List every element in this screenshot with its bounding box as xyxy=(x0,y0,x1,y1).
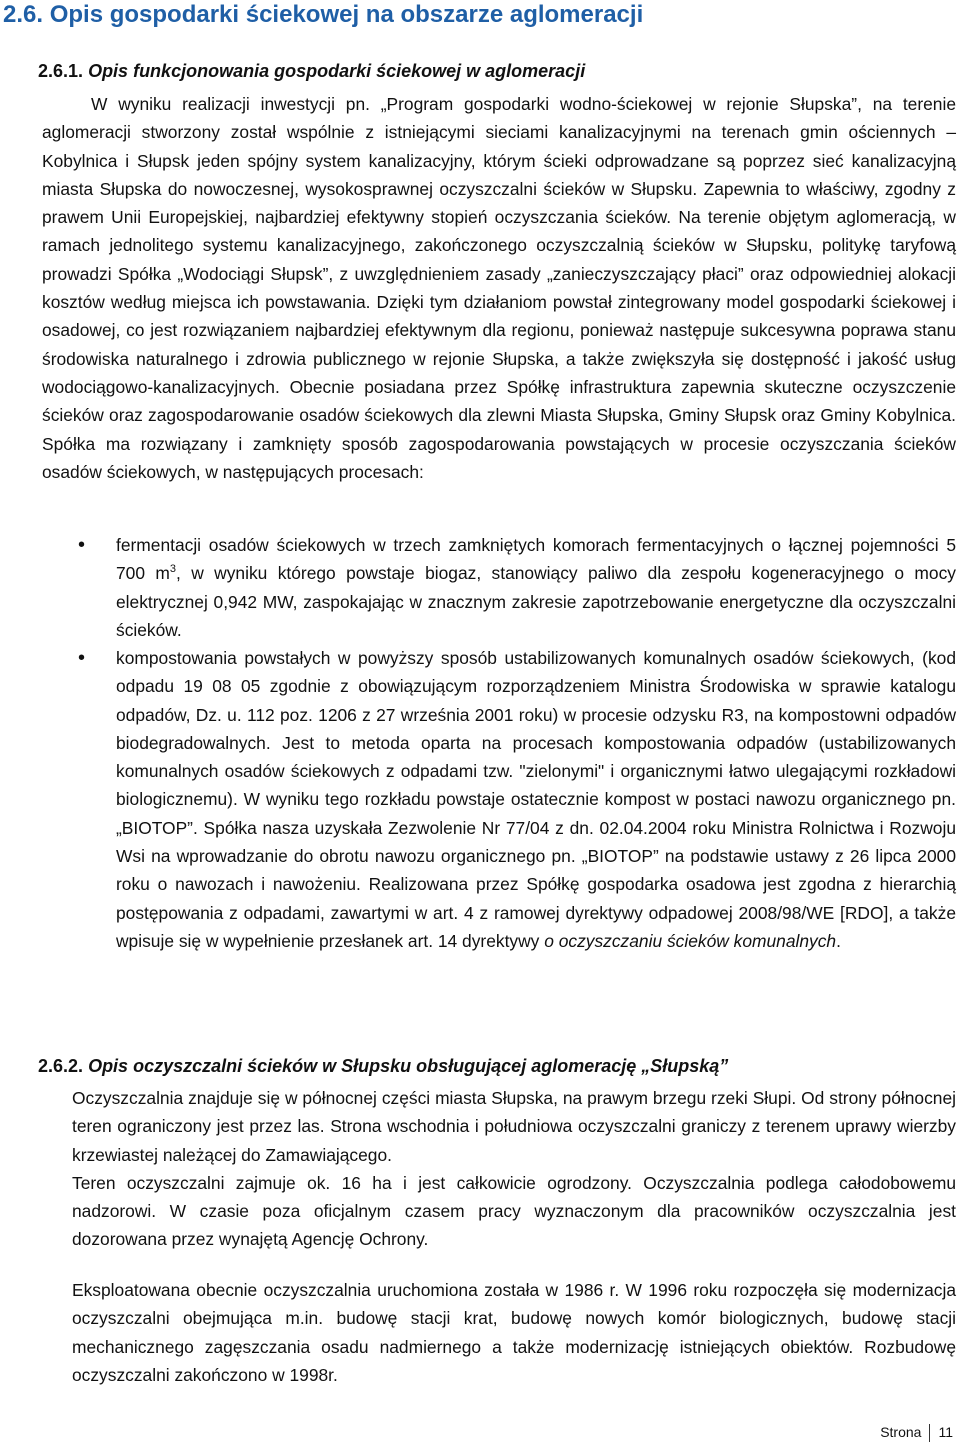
bullet-icon: • xyxy=(78,534,86,556)
bullet-icon: • xyxy=(78,647,86,669)
paragraph-intro: W wyniku realizacji inwestycji pn. „Program gospodarki wodno-ściekowej w rejonie Słupska”, na terenie aglomeracji stworzony został wspólnie z istniejącymi sieciami kanalizacyjnymi na terenach gmin ościennych – Kobylnica i Słupsk jeden spójny system kanalizacyjny, którym ścieki odprowadzane są poprzez sieć kanalizacyjną miasta Słupska do nowoczesnej, wysokosprawnej oczyszczalni ścieków w Słupsku. Zapewnia to właściwy, zgodny z prawem Unii Europejskiej, najbardziej efektywny stopień oczyszczania ścieków. Na terenie objętym aglomeracją, w ramach jednolitego systemu kanalizacyjnego, zakończonego oczyszczalnią ścieków w Słupsku, politykę taryfową prowadzi Spółka „Wodociągi Słupsk”, z uwzględnieniem zasady „zanieczyszczający płaci” oraz odpowiedniej alokacji kosztów według miejsca ich powstawania. Dzięki tym działaniom powstał zintegrowany model gospodarki ściekowej i osadowej, co jest rozwiązaniem najbardziej efektywnym dla regionu, ponieważ następuje sukcesywna poprawa stanu środowiska naturalnego i zdrowia publicznego w rejonie Słupska, a także zwiększyła się dostępność i jakość usług wodociągowo-kanalizacyjnych. Obecnie posiadana przez Spółkę infrastruktura zapewnia skuteczne oczyszczenie ścieków oraz zagospodarowanie osadów ściekowych dla zlewni Miasta Słupska, Gminy Słupsk oraz Gminy Kobylnica. Spółka ma rozwiązany i zamknięty sposób zagospodarowania powstających w procesie oczyszczania ścieków osadów ściekowych, w następujących procesach: xyxy=(42,94,956,482)
bullet-end: . xyxy=(836,930,841,951)
paragraph-location xyxy=(72,1084,956,1254)
page-footer xyxy=(880,1422,953,1442)
subsection-title: Opis oczyszczalni ścieków w Słupsku obsługującej aglomerację „Słupską” xyxy=(88,1056,729,1076)
italic-text: o oczyszczaniu ścieków komunalnych xyxy=(544,930,837,951)
paragraph-location-b: Teren oczyszczalni zajmuje ok. 16 ha i jest całkowicie ogrodzony. Oczyszczalnia podlega całodobowemu nadzorowi. W czasie poza oficjalnym czasem pracy wyznaczonym dla pracowników oczyszczalnia jest dozorowana przez wynajętą Agencję Ochrony. xyxy=(72,1172,956,1250)
paragraph-location-a: Oczyszczalnia znajduje się w północnej części miasta Słupska, na prawym brzegu rzeki Słupi. Od strony północnej teren ograniczony jest przez las. Strona wschodnia i południowa oczyszczalni graniczy z terenem uprawy wierzby krzewiastej należącej do Zamawiającego. xyxy=(72,1088,956,1165)
footer-label: Strona xyxy=(880,1424,922,1440)
subsection-number: 2.6.2. xyxy=(38,1056,84,1076)
paragraph-history: Eksploatowana obecnie oczyszczalnia uruchomiona została w 1986 r. W 1996 roku rozpoczęła się modernizacja oczyszczalni obejmująca m.in. budowę stacji krat, budowę nowych komór biologicznych, budowę stacji mechanicznego zagęszczania osadu nadmiernego a także modernizację istniejących obiektów. Rozbudowę oczyszczalni zakończono w 1998r. xyxy=(72,1280,956,1385)
footer-divider xyxy=(929,1424,930,1442)
subsection-heading-1 xyxy=(38,59,585,83)
bullet-text: fermentacji osadów ściekowych w trzech zamkniętych komorach fermentacyjnych o łącznej pojemności 5 700 m xyxy=(116,535,956,584)
subsection-number: 2.6.1. xyxy=(38,61,84,81)
bullet-item-composting xyxy=(116,644,956,955)
section-heading: 2.6. Opis gospodarki ściekowej na obszarze aglomeracji xyxy=(3,1,644,28)
superscript: 3 xyxy=(169,563,177,576)
subsection-title: Opis funkcjonowania gospodarki ściekowej w aglomeracji xyxy=(88,61,586,81)
bullet-item-fermentation xyxy=(116,531,956,644)
bullet-text-rest: , w wyniku którego powstaje biogaz, stanowiący paliwo dla zespołu kogeneracyjnego o mocy elektrycznej 0,942 MW, zaspokajając w znacznym zakresie zapotrzebowanie energetyczne dla oczyszczalni ścieków. xyxy=(116,563,956,640)
subsection-heading-2 xyxy=(38,1052,728,1080)
bullet-text: kompostowania powstałych w powyższy sposób ustabilizowanych komunalnych osadów ściekowych, (kod odpadu 19 08 05 zgodnie z obowiązującym rozporządzeniem Ministra Środowiska w sprawie katalogu odpadów, Dz. u. 112 poz. 1206 z 27 września 2001 roku) w procesie odzysku R3, na kompostowni odpadów biodegradowalnych. Jest to metoda oparta na procesach kompostowania odpadów (ustabilizowanych komunalnych osadów ściekowych z odpadami tzw. "zielonymi" i organicznymi łatwo ulegającymi rozkładowi biologicznemu). W wyniku tego rozkładu powstaje ostatecznie kompost w postaci nawozu organicznego pn. „BIOTOP”. Spółka nasza uzyskała Zezwolenie Nr 77/04 z dn. 02.04.2004 roku Ministra Rolnictwa i Rozwoju Wsi na wprowadzanie do obrotu nawozu organicznego pn. „BIOTOP” na podstawie ustawy z 26 lipca 2000 roku o nawozach i nawożeniu. Realizowana przez Spółkę gospodarka osadowa jest zgodna z hierarchią postępowania z odpadami, zawartymi w art. 4 z ramowej dyrektywy odpadowej 2008/98/WE [RDO], a także wpisuje się w wypełnienie przesłanek art. 14 dyrektywy xyxy=(116,648,956,951)
page-number: 11 xyxy=(938,1424,953,1440)
